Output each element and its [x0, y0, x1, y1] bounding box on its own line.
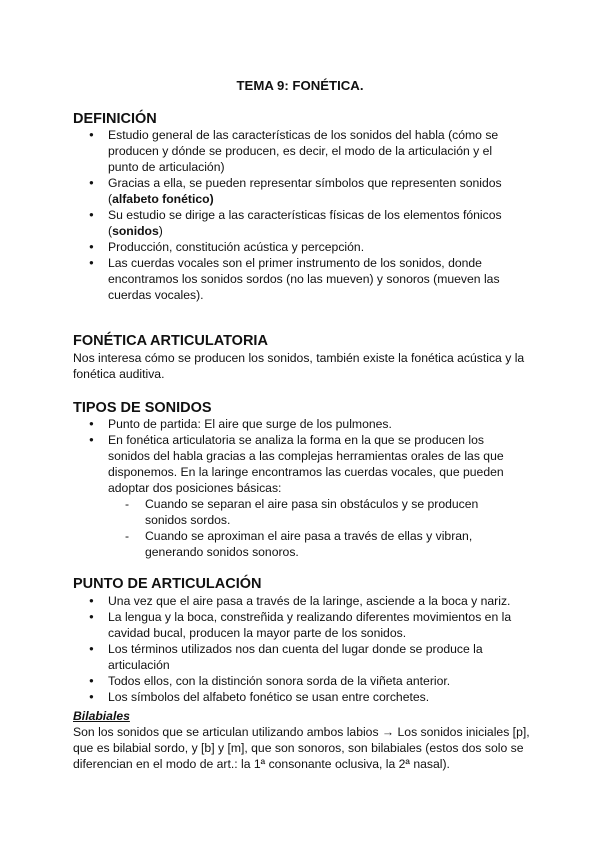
heading-punto-de-articulacion: PUNTO DE ARTICULACIÓN [73, 576, 262, 592]
list-item: ● Gracias a ella, se pueden representar símbolos que representen sonidos (alfabeto fonético) [0, 175, 600, 207]
list-item: ● Una vez que el aire pasa a través de la laringe, asciende a la boca y nariz. [0, 593, 600, 609]
list-item: ● Todos ellos, con la distinción sonora sorda de la viñeta anterior. [0, 673, 600, 689]
subheading-bilabiales: Bilabiales [73, 709, 130, 723]
bold-term: alfabeto fonético [112, 192, 210, 206]
tipos-list [0, 416, 600, 560]
tipos-sublist [108, 496, 518, 560]
definicion-list [0, 127, 600, 303]
list-item: ● La lengua y la boca, constreñida y realizando diferentes movimientos en la cavidad bucal, producen la mayor parte de los sonidos. [0, 609, 600, 641]
heading-tipos-de-sonidos: TIPOS DE SONIDOS [73, 400, 212, 416]
list-item: ● En fonética articulatoria se analiza la forma en la que se producen los sonidos del habla gracias a las complejas herramientas orales de las que disponemos. En la laringe encontramos las cuerdas vocales, que pueden adoptar dos posiciones básicas: - Cuando se separan el aire pasa sin obstáculos y se producen sonidos sordos. - Cuando se aproximan el aire pasa a través de ellas y vibran, generando sonidos sonoros. [0, 432, 600, 560]
list-item: ● Producción, constitución acústica y percepción. [0, 239, 600, 255]
list-item: ● Punto de partida: El aire que surge de los pulmones. [0, 416, 600, 432]
sublist-item: - Cuando se aproximan el aire pasa a través de ellas y vibran, generando sonidos sonoros. [108, 528, 518, 560]
list-item: ● Los símbolos del alfabeto fonético se usan entre corchetes. [0, 689, 600, 705]
list-item: ● Los términos utilizados nos dan cuenta del lugar donde se produce la articulación [0, 641, 600, 673]
list-item: ● Las cuerdas vocales son el primer instrumento de los sonidos, donde encontramos los sonidos sordos (no las mueven) y sonoros (mueven las cuerdas vocales). [0, 255, 600, 303]
bilabiales-paragraph: Son los sonidos que se articulan utilizando ambos labios → Los sonidos iniciales [p], que es bilabial sordo, y [b] y [m], que son sonoros, son bilabiales (estos dos solo se diferencian en el modo de art.: la 1ª consonante oclusiva, la 2ª nasal). [73, 725, 530, 771]
punto-list [0, 593, 600, 705]
list-item: ● Su estudio se dirige a las características físicas de los elementos fónicos (sonidos) [0, 207, 600, 239]
sublist-item: - Cuando se separan el aire pasa sin obstáculos y se producen sonidos sordos. [108, 496, 518, 528]
articulatoria-paragraph: Nos interesa cómo se producen los sonidos, también existe la fonética acústica y la fonética auditiva. [73, 351, 525, 381]
bold-term: sonidos [112, 224, 159, 238]
list-item: ● Estudio general de las características de los sonidos del habla (cómo se producen y dónde se producen, es decir, el modo de la articulación y el punto de articulación) [0, 127, 600, 175]
heading-definicion: DEFINICIÓN [73, 111, 157, 127]
heading-fonetica-articulatoria: FONÉTICA ARTICULATORIA [73, 333, 268, 349]
page-title: TEMA 9: FONÉTICA. [236, 78, 364, 93]
